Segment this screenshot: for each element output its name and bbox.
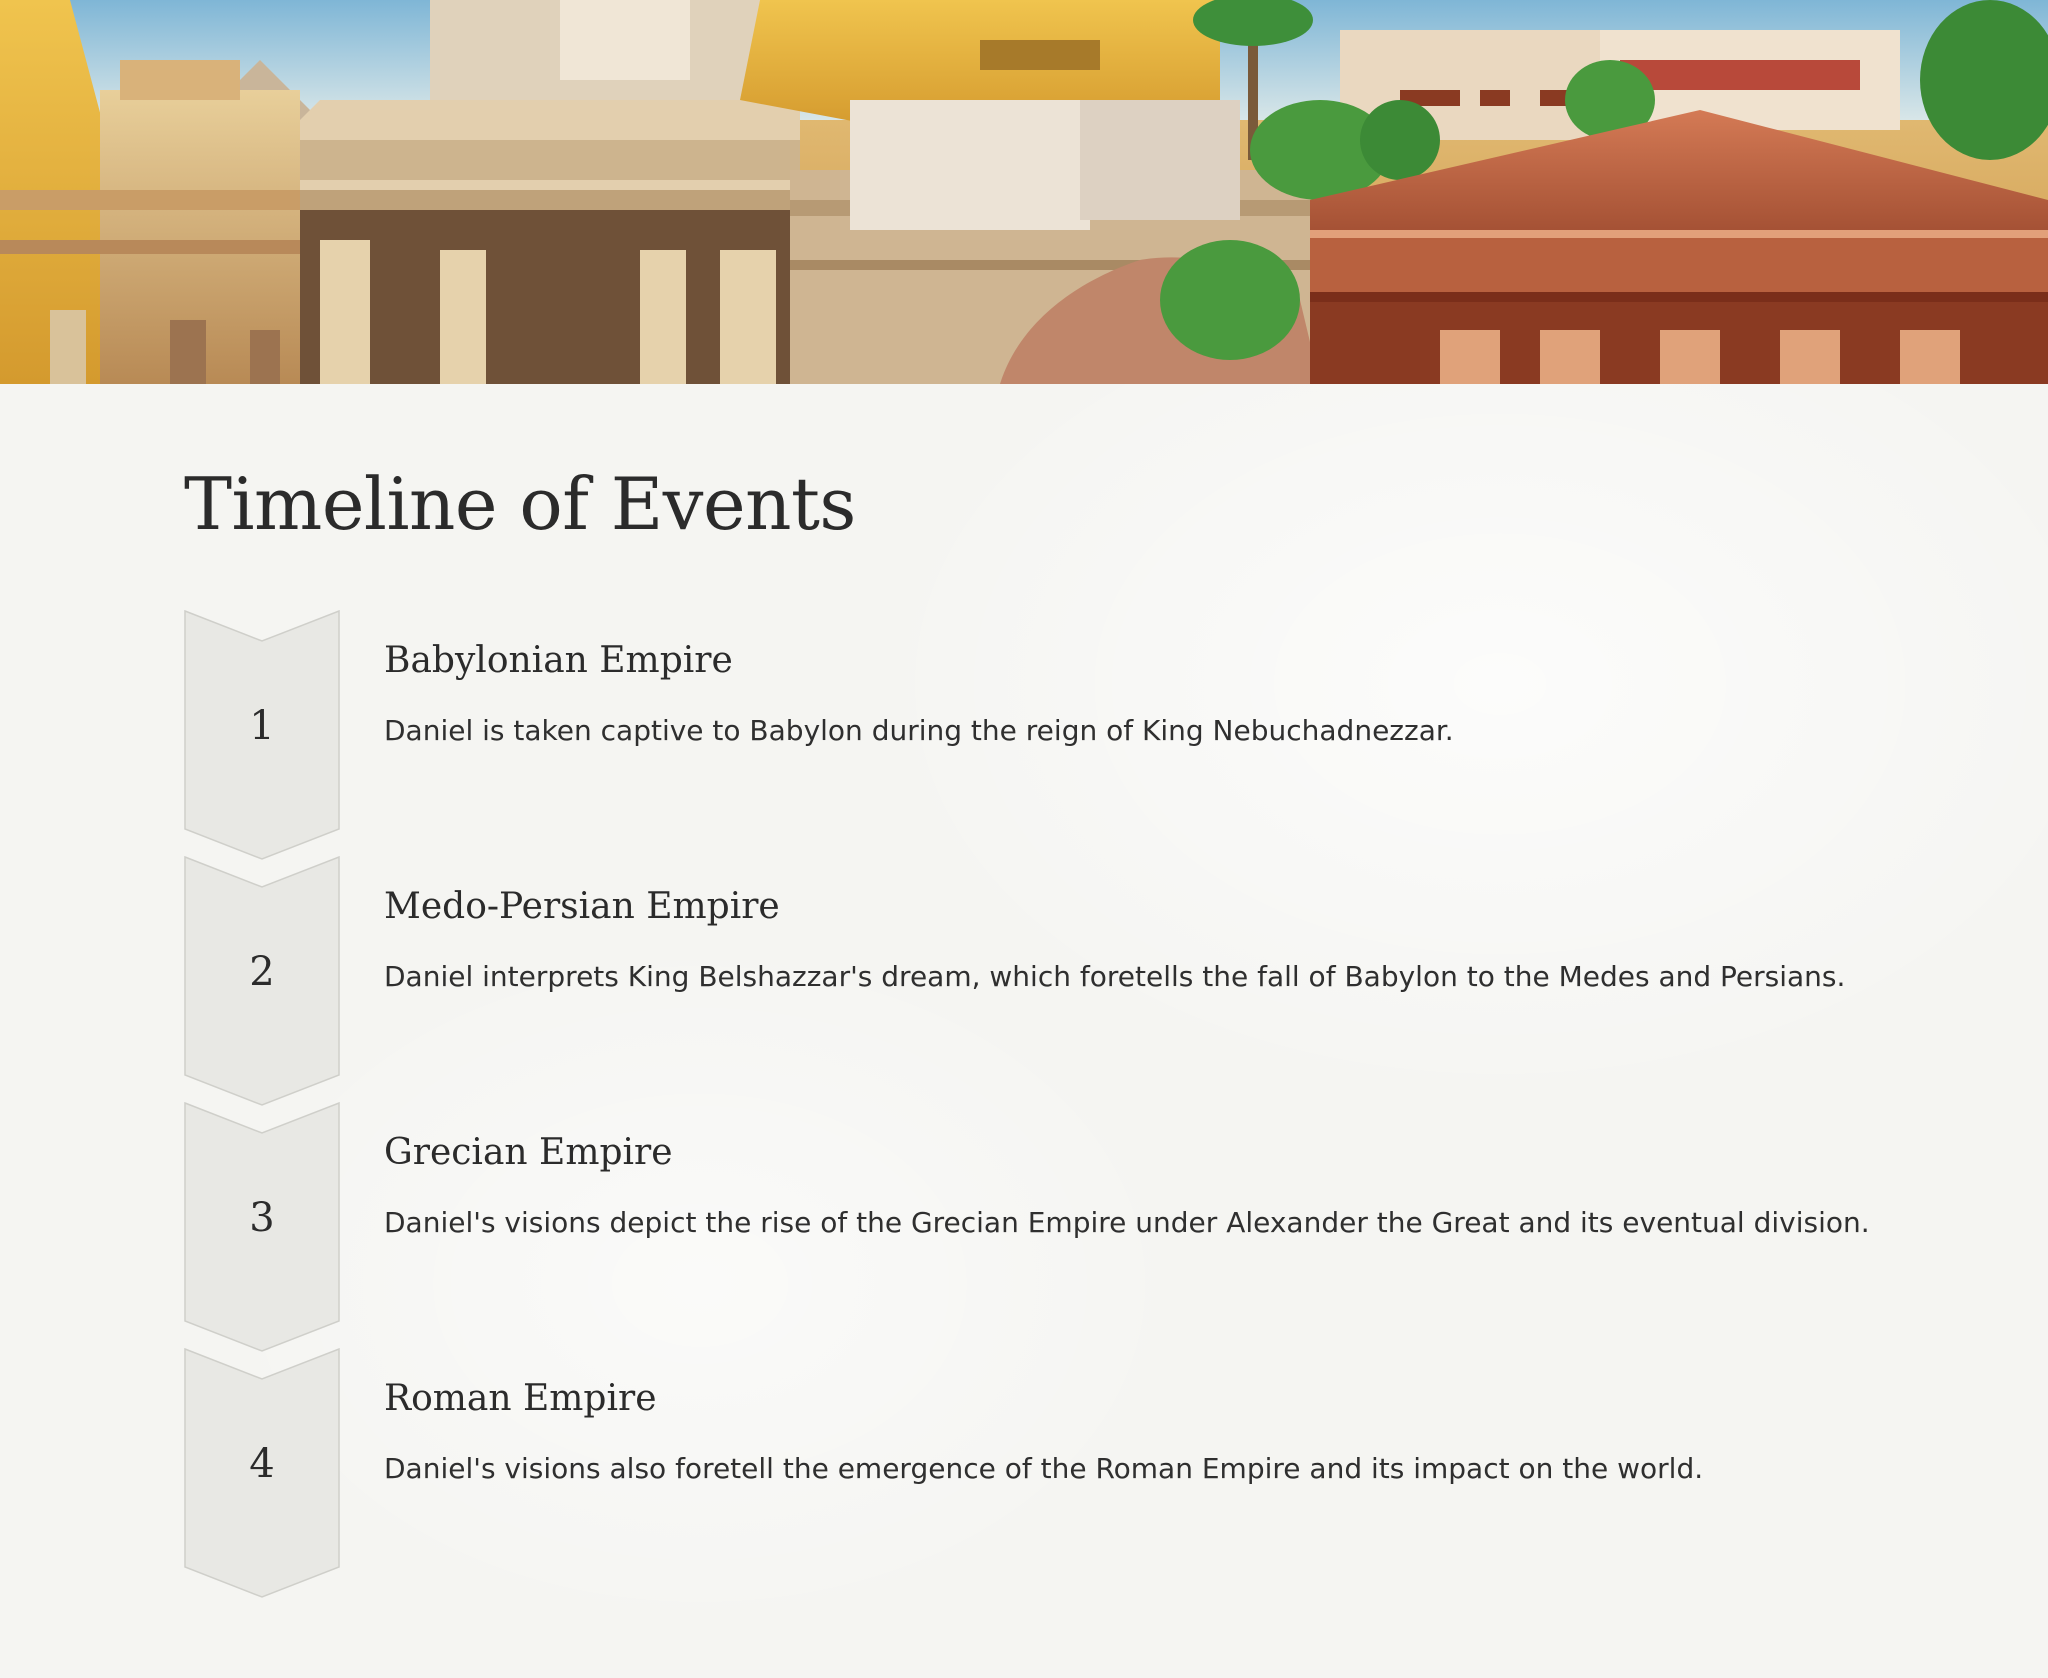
step-number: 1 <box>249 703 275 749</box>
event-title: Roman Empire <box>384 1378 657 1419</box>
event-description: Daniel's visions also foretell the emergence of the Roman Empire and its impact on the world. <box>384 1452 1704 1485</box>
event-description: Daniel interprets King Belshazzar's dream, which foretells the fall of Babylon to the Medes and Persians. <box>384 960 1846 993</box>
hero-banner-image <box>0 0 2048 384</box>
step-number: 4 <box>249 1441 275 1487</box>
timeline-event <box>184 1348 1984 1598</box>
ancient-city-illustration <box>0 0 2048 384</box>
step-chevron <box>184 1102 340 1352</box>
event-title: Medo-Persian Empire <box>384 886 780 927</box>
step-number: 2 <box>249 949 275 995</box>
step-chevron <box>184 1348 340 1598</box>
page-title: Timeline of Events <box>184 462 856 546</box>
step-chevron <box>184 856 340 1106</box>
event-description: Daniel is taken captive to Babylon during the reign of King Nebuchadnezzar. <box>384 714 1454 747</box>
step-number: 3 <box>249 1195 275 1241</box>
event-description: Daniel's visions depict the rise of the Grecian Empire under Alexander the Great and its eventual division. <box>384 1206 1870 1239</box>
step-chevron <box>184 610 340 860</box>
timeline-event <box>184 1102 1984 1352</box>
main-content <box>0 384 2048 1678</box>
event-title: Babylonian Empire <box>384 640 733 681</box>
timeline-event <box>184 610 1984 860</box>
event-title: Grecian Empire <box>384 1132 673 1173</box>
timeline-event <box>184 856 1984 1106</box>
